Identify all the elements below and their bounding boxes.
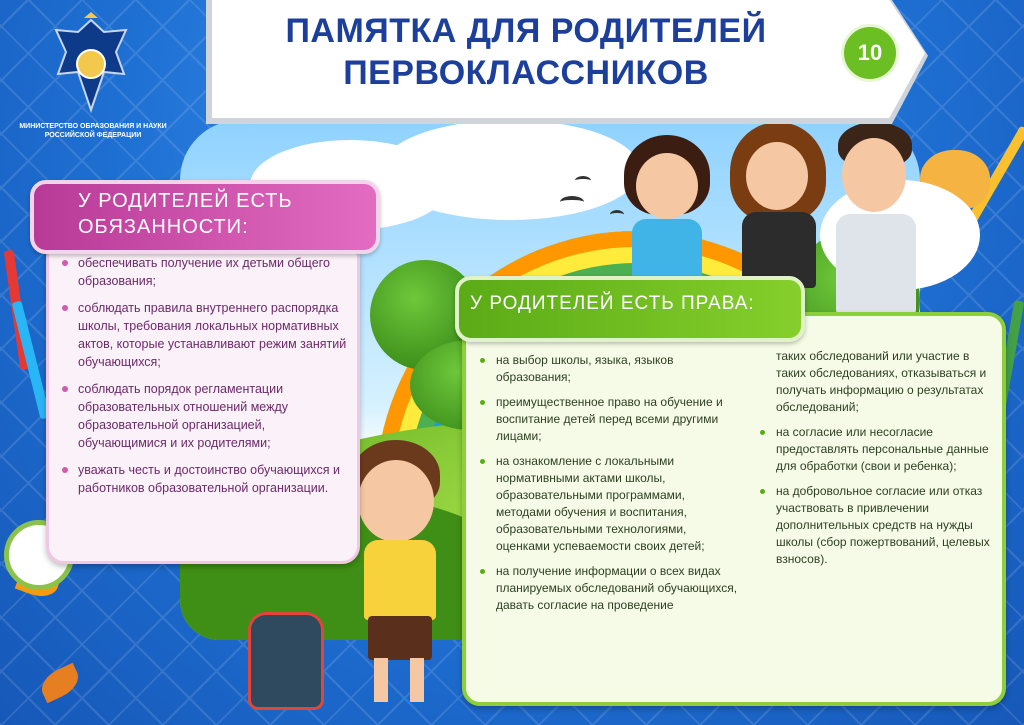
cloud <box>380 120 640 220</box>
parent-figure-woman-center <box>728 122 828 287</box>
right-item: на согласие или несогласие предоставлять персональные данные для обработки (свои и ребенка); <box>758 424 990 475</box>
duty-item: соблюдать правила внутреннего распорядка школы, требования локальных нормативных актов, которые устанавливают режим занятий обучающихся; <box>60 299 350 371</box>
right-item: на получение информации о всех видах планируемых обследований обучающихся, давать согласие на проведение <box>478 563 740 614</box>
duty-item: обеспечивать получение их детьми общего образования; <box>60 254 350 290</box>
duties-heading-line-2: ОБЯЗАННОСТИ: <box>78 216 249 238</box>
right-item: на добровольное согласие или отказ участвовать в привлечении дополнительных средств на нужды школы (сбор пожертвований, целевых взносов). <box>758 483 990 568</box>
duties-heading-line-1: У РОДИТЕЛЕЙ ЕСТЬ <box>78 190 293 212</box>
rights-list-column-2 <box>758 348 990 576</box>
right-item: преимущественное право на обучение и воспитание детей перед всеми другими лицами; <box>478 394 740 445</box>
bird-icon <box>575 176 591 185</box>
ministry-name-line-2: РОССИЙСКОЙ ФЕДЕРАЦИИ <box>44 132 142 139</box>
right-item: на ознакомление с локальными нормативными актами школы, образовательными программами, методами обучения и воспитания, образовательными технологиями, оценками успеваемости своих детей; <box>478 453 740 555</box>
page-title-line-1: ПАМЯТКА ДЛЯ РОДИТЕЛЕЙ <box>285 12 767 50</box>
parent-figure-woman-left <box>618 135 718 285</box>
page-title-line-2: ПЕРВОКЛАССНИКОВ <box>343 54 709 92</box>
rights-heading: У РОДИТЕЛЕЙ ЕСТЬ ПРАВА: <box>470 293 755 314</box>
ministry-name <box>18 122 168 140</box>
duties-list <box>60 254 350 506</box>
parent-figure-man <box>832 122 922 312</box>
right-item-continuation: таких обследований или участие в таких обследованиях, отказываться и получать информацию о результатах обследований; <box>776 349 987 414</box>
page-title <box>226 10 826 94</box>
right-item: на выбор школы, языка, языков образования; <box>478 352 740 386</box>
coat-of-arms-icon <box>46 12 136 117</box>
duties-heading <box>78 188 348 240</box>
rights-list-column-1 <box>478 352 740 622</box>
duty-item: уважать честь и достоинство обучающихся и работников образовательной организации. <box>60 461 350 497</box>
ministry-name-line-1: МИНИСТЕРСТВО ОБРАЗОВАНИЯ И НАУКИ <box>19 123 167 130</box>
duty-item: соблюдать порядок регламентации образовательных отношений между образовательной организацией, обучающимися и их родителями; <box>60 380 350 452</box>
page-number-badge: 10 <box>841 24 899 82</box>
backpack-icon <box>248 612 324 710</box>
bird-icon <box>560 196 584 208</box>
